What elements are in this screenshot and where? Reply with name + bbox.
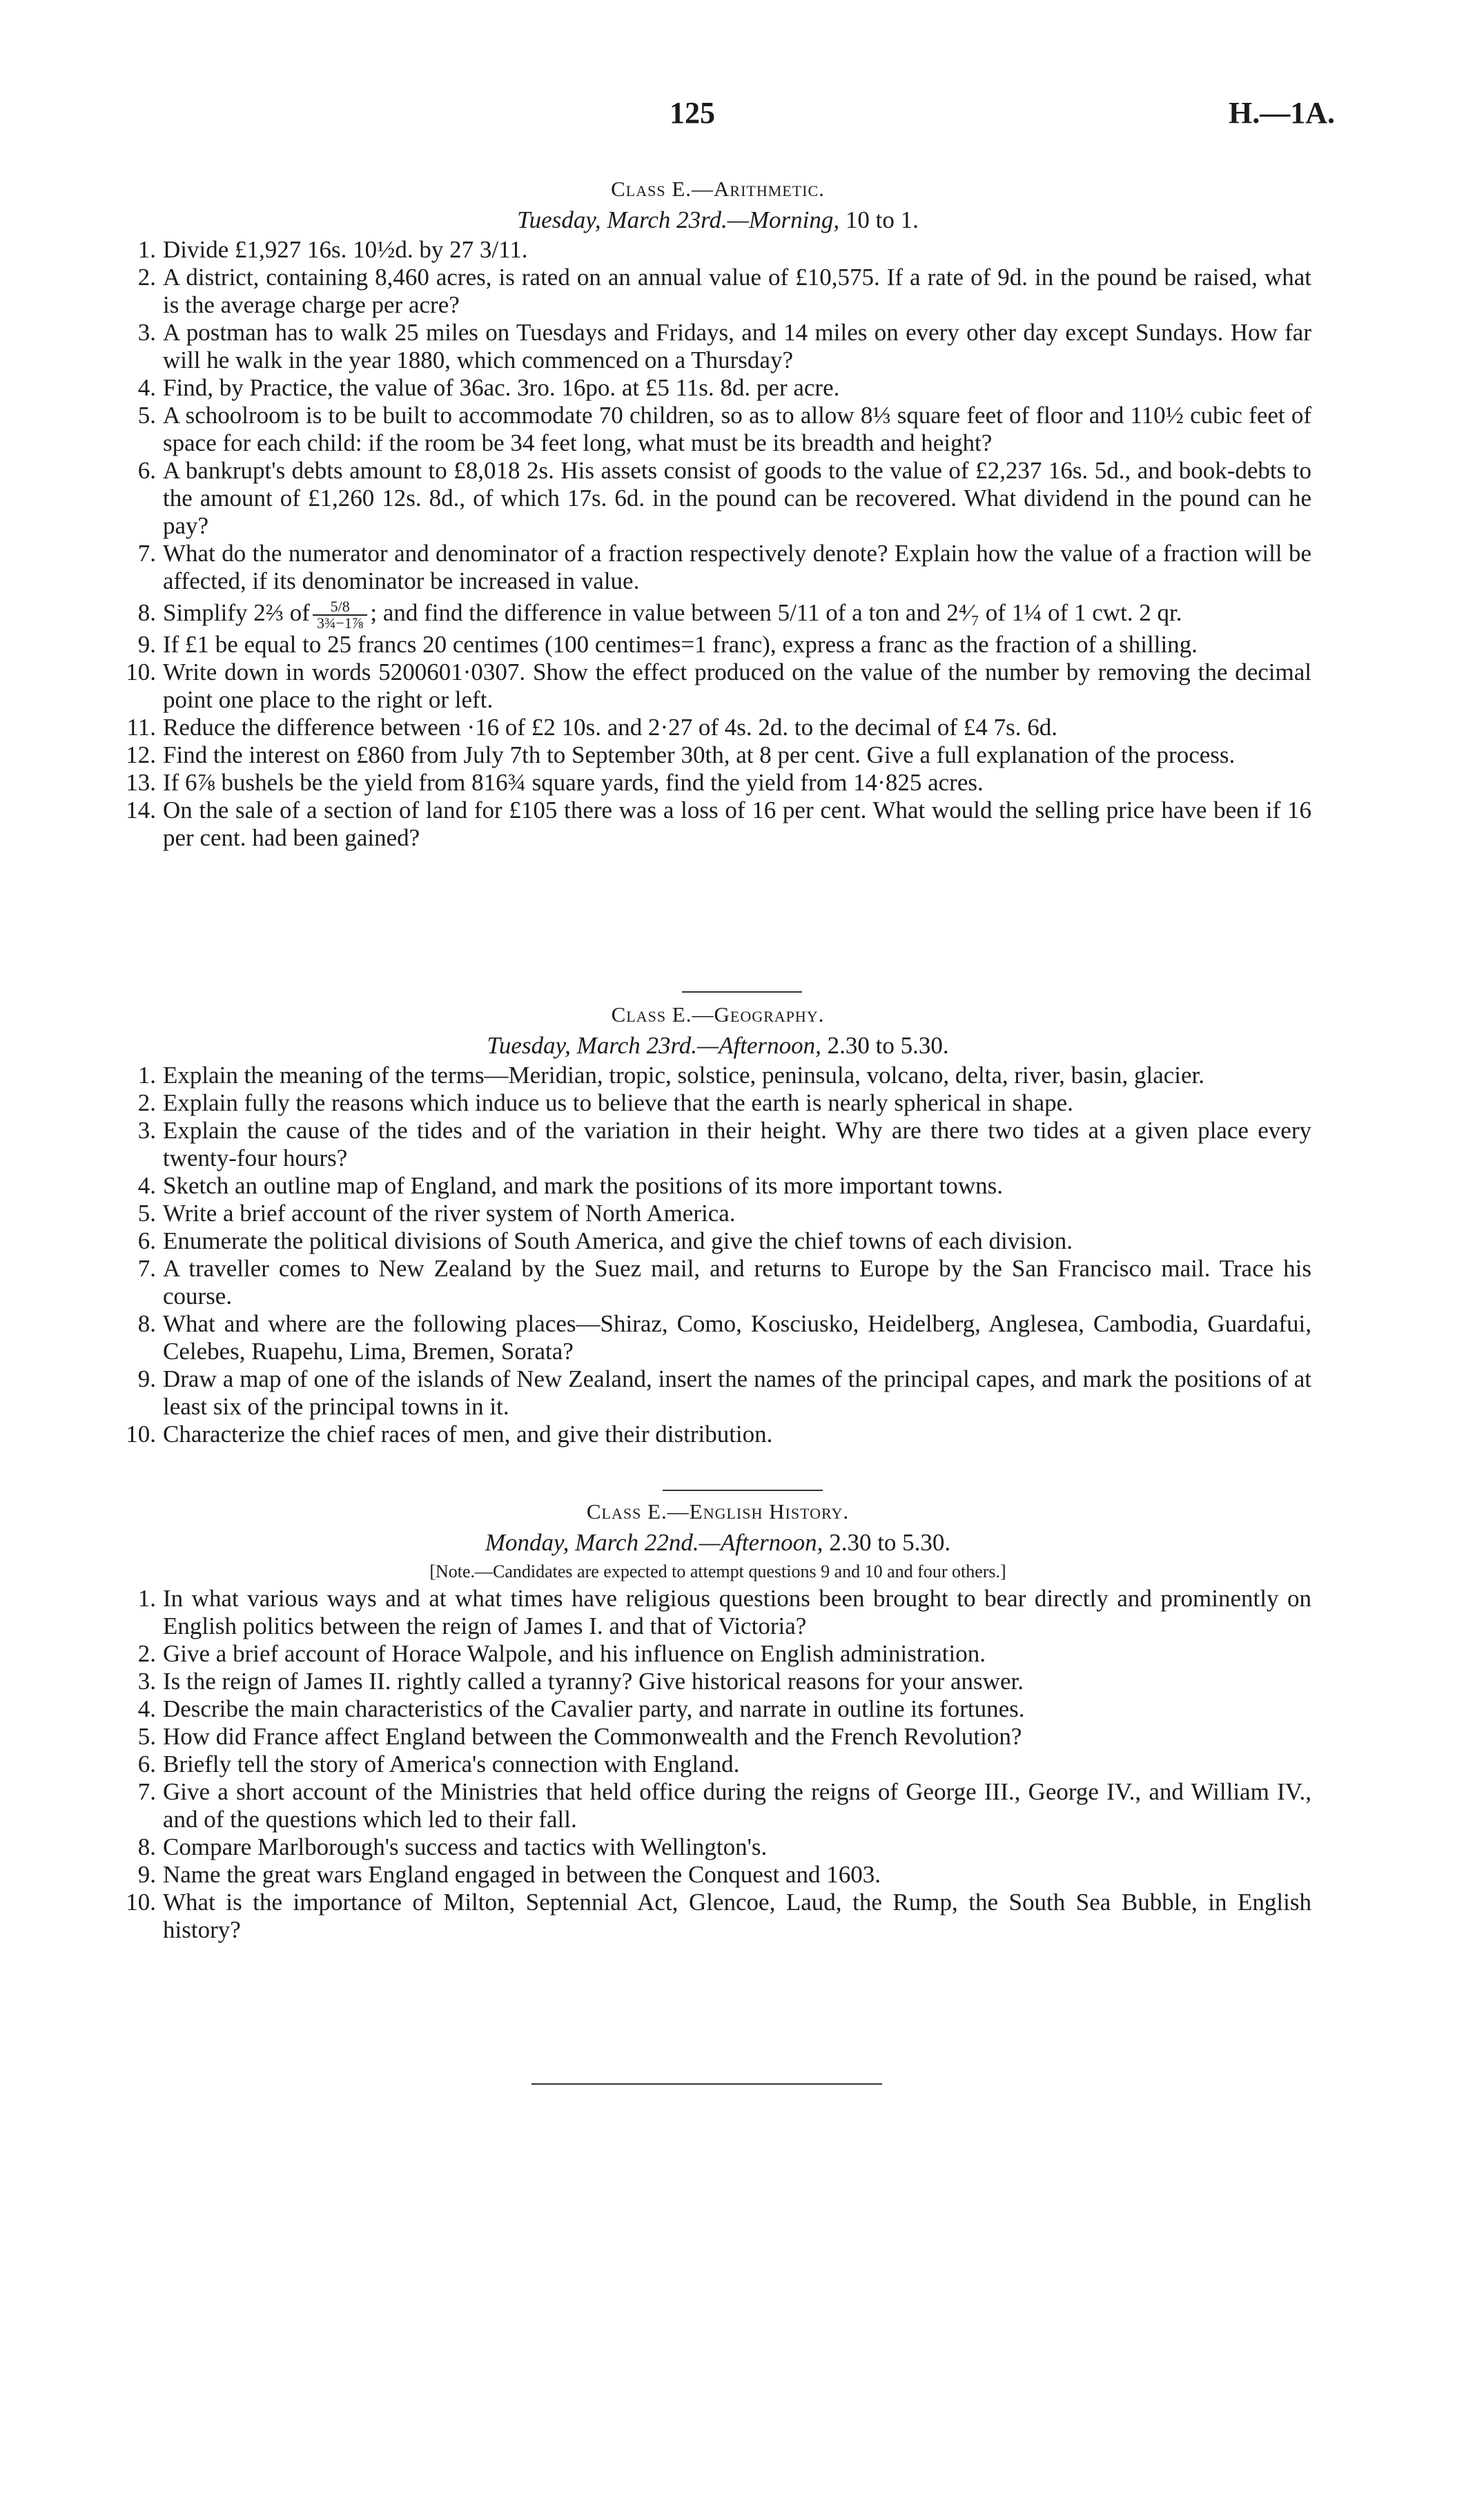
- question-number: 1.: [137, 1585, 156, 1612]
- question-text: In what various ways and at what times have religious questions been brought to bear directly and prominently on English politics between the reign of James I. and that of Victoria?: [163, 1585, 1311, 1639]
- page-header: [0, 95, 1484, 137]
- section-hours: 2.30 to 5.30.: [827, 1032, 949, 1059]
- section-day: Monday, March 22nd.—Afternoon,: [485, 1529, 823, 1556]
- question-number: 7.: [137, 540, 156, 567]
- page-number: 125: [670, 96, 715, 130]
- question-text-part: Simplify 2⅔ of: [163, 599, 310, 627]
- question: [124, 319, 1311, 374]
- question-text: Write down in words 5200601·0307. Show the effect produced on the value of the number by removing the decimal point one place to the right or left.: [163, 659, 1311, 713]
- section-arithmetic: [124, 174, 1311, 852]
- question-number: 9.: [137, 631, 156, 658]
- question-text: Is the reign of James II. rightly called a tyranny? Give historical reasons for your answer.: [163, 1668, 1024, 1695]
- question-text: A postman has to walk 25 miles on Tuesdays and Fridays, and 14 miles on every other day except Sundays. How far will he walk in the year 1880, which commenced on a Thursday?: [163, 319, 1311, 373]
- question: [124, 1723, 1311, 1751]
- section-hours: 10 to 1.: [845, 206, 919, 233]
- question-text: Find the interest on £860 from July 7th to September 30th, at 8 per cent. Give a full explanation of the process.: [163, 741, 1236, 768]
- section-english-history: [124, 1497, 1311, 1944]
- question-number: 6.: [137, 1751, 156, 1778]
- question-number: 6.: [137, 1227, 156, 1254]
- question-number: 14.: [126, 797, 156, 824]
- question-text: Briefly tell the story of America's connection with England.: [163, 1751, 740, 1778]
- question: [124, 1089, 1311, 1117]
- fraction-numerator: 5/8: [313, 599, 367, 616]
- section-day: Tuesday, March 23rd.—Morning,: [517, 206, 840, 233]
- question: [124, 1172, 1311, 1200]
- question-number: 2.: [137, 264, 156, 291]
- section-day: Tuesday, March 23rd.—Afternoon,: [487, 1032, 821, 1059]
- question-text: Describe the main characteristics of the Cavalier party, and narrate in outline its fortunes.: [163, 1695, 1025, 1722]
- question-text: If 6⅞ bushels be the yield from 816¾ square yards, find the yield from 14·825 acres.: [163, 769, 984, 796]
- question-text: What is the importance of Milton, Septennial Act, Glencoe, Laud, the Rump, the South Sea Bubble, in English history?: [163, 1889, 1311, 1943]
- question-text: Compare Marlborough's success and tactics with Wellington's.: [163, 1833, 768, 1860]
- question-number: 9.: [137, 1365, 156, 1392]
- question: [124, 1117, 1311, 1172]
- section-divider: [682, 991, 802, 993]
- section-time: [124, 1527, 1311, 1559]
- question-text: Explain the meaning of the terms—Meridian, tropic, solstice, peninsula, volcano, delta, river, basin, glacier.: [163, 1062, 1204, 1089]
- question-number: 3.: [137, 1117, 156, 1144]
- end-rule: [531, 2083, 882, 2085]
- question-text: A traveller comes to New Zealand by the Suez mail, and returns to Europe by the San Francisco mail. Trace his course.: [163, 1255, 1311, 1309]
- question-text: Sketch an outline map of England, and mark the positions of its more important towns.: [163, 1172, 1004, 1199]
- section-title: Class E.—English History.: [586, 1499, 850, 1523]
- question: [124, 631, 1311, 659]
- question-text: What do the numerator and denominator of a fraction respectively denote? Explain how the value of a fraction will be affected, if its denominator be increased in value.: [163, 540, 1311, 594]
- question-number: 5.: [137, 1723, 156, 1750]
- document-reference: H.—1A.: [1229, 96, 1335, 130]
- question: [124, 1861, 1311, 1889]
- question-number: 3.: [137, 319, 156, 346]
- section-geography: [124, 1000, 1311, 1448]
- question: [124, 1751, 1311, 1778]
- question: [124, 659, 1311, 714]
- complex-fraction: [313, 599, 367, 631]
- question: [124, 741, 1311, 769]
- question-number: 2.: [137, 1089, 156, 1116]
- question-text: Characterize the chief races of men, and give their distribution.: [163, 1421, 773, 1448]
- question: [124, 1695, 1311, 1723]
- fraction-denominator: 3¾−1⅞: [316, 614, 364, 632]
- question: [124, 1640, 1311, 1668]
- question-number: 5.: [137, 1200, 156, 1227]
- question-text: On the sale of a section of land for £105 there was a loss of 16 per cent. What would the selling price have been if 16 per cent. had been gained?: [163, 797, 1311, 851]
- question-text: Give a short account of the Ministries that held office during the reigns of George III., George IV., and William IV., and of the questions which led to their fall.: [163, 1778, 1311, 1833]
- question-number: 11.: [126, 714, 156, 741]
- question: [124, 402, 1311, 457]
- question: [124, 769, 1311, 797]
- question-number: 10.: [126, 659, 156, 685]
- question-text: Give a brief account of Horace Walpole, and his influence on English administration.: [163, 1640, 986, 1667]
- question: [124, 714, 1311, 741]
- question-list: [124, 1585, 1311, 1944]
- question: [124, 1778, 1311, 1833]
- question-list: [124, 236, 1311, 852]
- question-text: If £1 be equal to 25 francs 20 centimes (100 centimes=1 franc), express a franc as the fraction of a shilling.: [163, 631, 1198, 658]
- question: [124, 236, 1311, 264]
- section-hours: 2.30 to 5.30.: [829, 1529, 951, 1556]
- question-number: 7.: [137, 1255, 156, 1282]
- section-title: Class E.—Geography.: [611, 1002, 825, 1026]
- question: [124, 1421, 1311, 1448]
- question-number: 9.: [137, 1861, 156, 1888]
- question-text: Find, by Practice, the value of 36ac. 3ro. 16po. at £5 11s. 8d. per acre.: [163, 374, 840, 401]
- question-text: [163, 599, 1311, 631]
- section-divider: [663, 1490, 823, 1491]
- question-number: 10.: [126, 1421, 156, 1448]
- question: [124, 1255, 1311, 1310]
- question-text: A schoolroom is to be built to accommodate 70 children, so as to allow 8⅓ square feet of floor and 110½ cubic feet of space for each child: if the room be 34 feet long, what must be its breadth and height?: [163, 402, 1311, 456]
- question: [124, 1062, 1311, 1089]
- question-text: How did France affect England between the Commonwealth and the French Revolution?: [163, 1723, 1022, 1750]
- question: [124, 1889, 1311, 1944]
- question: [124, 374, 1311, 402]
- question-text: Reduce the difference between ·16 of £2 10s. and 2·27 of 4s. 2d. to the decimal of £4 7s. 6d.: [163, 714, 1057, 741]
- question-text: What and where are the following places—Shiraz, Como, Kosciusko, Heidelberg, Anglesea, Cambodia, Guardafui, Celebes, Ruapehu, Lima, Bremen, Sorata?: [163, 1310, 1311, 1365]
- question: [124, 1833, 1311, 1861]
- question: [124, 540, 1311, 595]
- question-number: 8.: [137, 1310, 156, 1337]
- question-number: 4.: [137, 374, 156, 401]
- question: [124, 1227, 1311, 1255]
- question-text-part: ; and find the difference in value between 5/11 of a ton and 2⁴⁄₇ of 1¼ of 1 cwt. 2 qr.: [370, 599, 1182, 627]
- question: [124, 1310, 1311, 1365]
- question-text: Enumerate the political divisions of South America, and give the chief towns of each division.: [163, 1227, 1073, 1254]
- question-number: 4.: [137, 1695, 156, 1722]
- question-number: 1.: [137, 236, 156, 263]
- question-number: 12.: [126, 741, 156, 768]
- question-number: 8.: [137, 1833, 156, 1860]
- question: [124, 1668, 1311, 1695]
- question-text: A bankrupt's debts amount to £8,018 2s. His assets consist of goods to the value of £2,237 16s. 5d., and book-debts to the amount of £1,260 12s. 8d., of which 17s. 6d. in the pound can be recovered. What dividend in the pound can he pay?: [163, 457, 1311, 539]
- question-text: Divide £1,927 16s. 10½d. by 27 3/11.: [163, 236, 528, 263]
- question-list: [124, 1062, 1311, 1448]
- question-number: 10.: [126, 1889, 156, 1916]
- section-time: [124, 204, 1311, 236]
- question-number: 3.: [137, 1668, 156, 1695]
- section-note: [Note.—Candidates are expected to attempt questions 9 and 10 and four others.]: [429, 1561, 1006, 1581]
- question-text: Draw a map of one of the islands of New Zealand, insert the names of the principal capes, and mark the positions of at least six of the principal towns in it.: [163, 1365, 1311, 1420]
- question: [124, 599, 1311, 631]
- question-number: 1.: [137, 1062, 156, 1089]
- question-number: 5.: [137, 402, 156, 429]
- question-number: 7.: [137, 1778, 156, 1805]
- question: [124, 1585, 1311, 1640]
- section-title: Class E.—Arithmetic.: [611, 177, 825, 201]
- section-time: [124, 1030, 1311, 1062]
- question-text: Write a brief account of the river system of North America.: [163, 1200, 736, 1227]
- question: [124, 264, 1311, 319]
- question-number: 8.: [137, 599, 156, 626]
- question-text: A district, containing 8,460 acres, is rated on an annual value of £10,575. If a rate of 9d. in the pound be raised, what is the average charge per acre?: [163, 264, 1311, 318]
- question: [124, 797, 1311, 852]
- question-number: 2.: [137, 1640, 156, 1667]
- question-text: Explain the cause of the tides and of the variation in their height. Why are there two tides at a given place every twenty-four hours?: [163, 1117, 1311, 1171]
- question: [124, 1365, 1311, 1421]
- question-number: 4.: [137, 1172, 156, 1199]
- question-number: 6.: [137, 457, 156, 484]
- question-text: Explain fully the reasons which induce us to believe that the earth is nearly spherical in shape.: [163, 1089, 1073, 1116]
- question: [124, 1200, 1311, 1227]
- question: [124, 457, 1311, 540]
- question-text: Name the great wars England engaged in between the Conquest and 1603.: [163, 1861, 881, 1888]
- question-number: 13.: [126, 769, 156, 796]
